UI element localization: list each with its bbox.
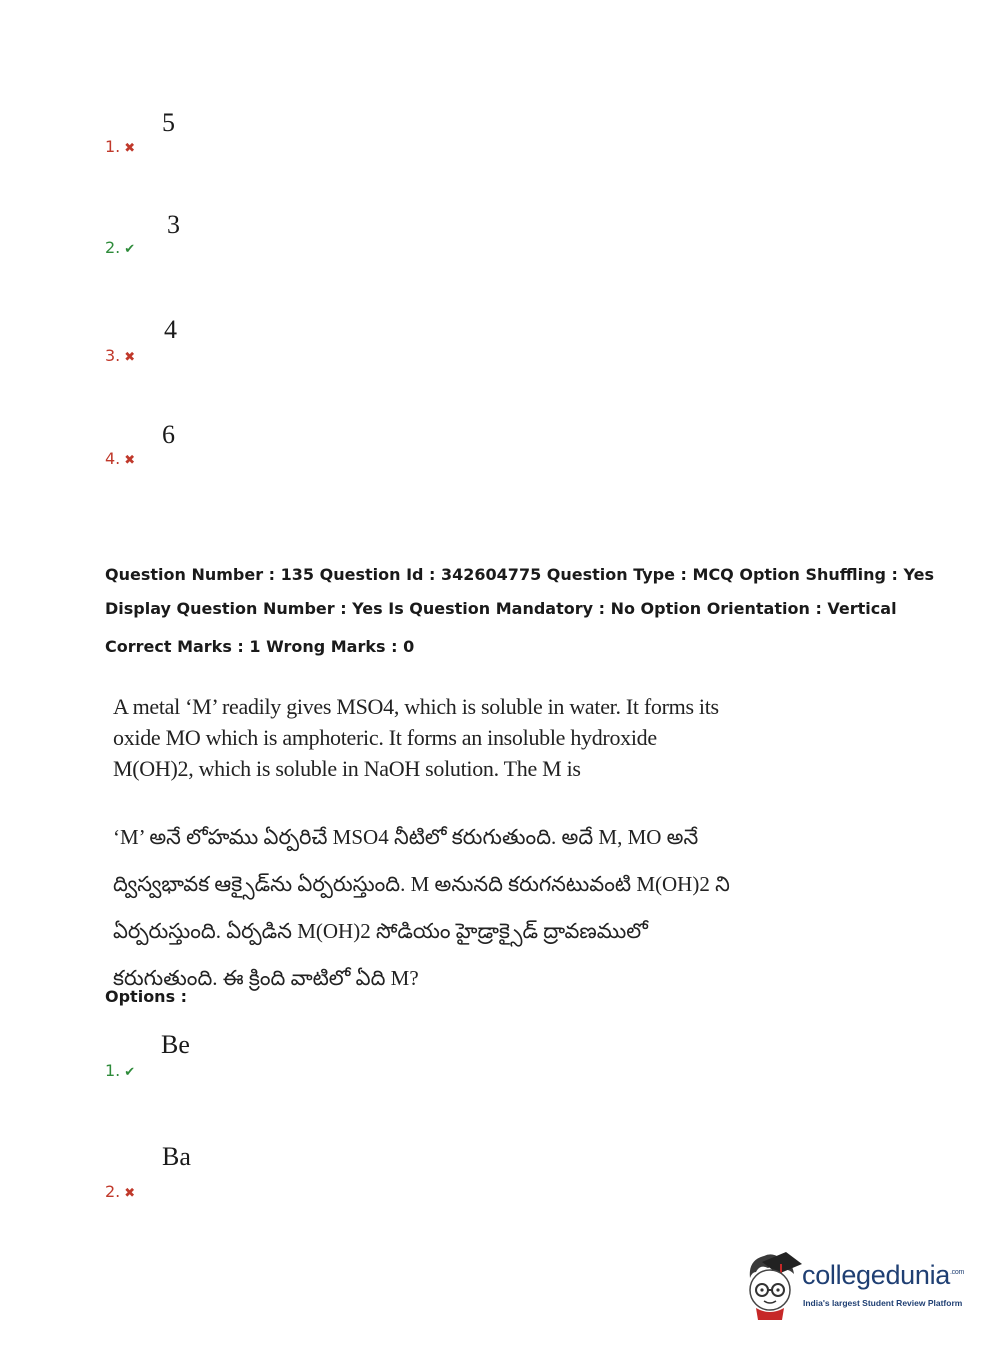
check-icon: ✔ [124,242,136,257]
cross-icon: ✖ [124,1186,136,1201]
prev-option-1-value: 5 [162,108,175,137]
logo-tagline: India's largest Student Review Platform [803,1298,963,1308]
question-meta-line-3: Correct Marks : 1 Wrong Marks : 0 [105,637,415,656]
question-meta-line-1: Question Number : 135 Question Id : 342604775 Question Type : MCQ Option Shuffling : Yes [105,565,935,584]
prev-option-4-value: 6 [162,420,175,449]
check-icon: ✔ [124,1065,136,1080]
cross-icon: ✖ [124,453,136,468]
logo-wordmark: collegedunia$^{.com}$ [802,1260,965,1290]
cross-icon: ✖ [124,350,136,365]
prev-option-1-number: 1. ✖ [105,137,136,156]
prev-option-3-value: 4 [164,315,177,344]
question-text-telugu: ‘M’ అనే లోహము ఏర్పరిచే MSO4 నీటిలో కరుగుతుంది. అదే M, MO అనే ద్విస్వభావక ఆక్సైడ్‌ను ఏర్పరుస్తుంది. M అనునది కరుగనటువంటి M(OH)2 ని ఏర్పరుస్తుంది. ఏర్పడిన M(OH)2 సోడియం హైడ్రాక్సైడ్ ద్రావణములో కరుగుతుంది. ఈ క్రింది వాటిలో ఏది M? [113,825,730,990]
prev-option-2-number: 2. ✔ [105,238,136,257]
option-1-value: Be [161,1030,190,1059]
options-label: Options : [105,987,188,1006]
option-2-value: Ba [162,1142,191,1171]
option-2-number: 2. ✖ [105,1182,136,1201]
prev-option-3-number: 3. ✖ [105,346,136,365]
question-text-english: A metal ‘M’ readily gives MSO4, which is soluble in water. It forms its oxide MO which is amphoteric. It forms an insoluble hydroxide M(OH)2, which is soluble in NaOH solution. The M is [113,694,719,781]
option-1-number: 1. ✔ [105,1061,136,1080]
cross-icon: ✖ [124,141,136,156]
prev-option-4-number: 4. ✖ [105,449,136,468]
mascot-icon [742,1250,802,1320]
prev-option-2-value: 3 [167,210,180,239]
question-meta-line-2: Display Question Number : Yes Is Question Mandatory : No Option Orientation : Vertical [105,599,897,618]
collegedunia-logo [742,1250,972,1320]
